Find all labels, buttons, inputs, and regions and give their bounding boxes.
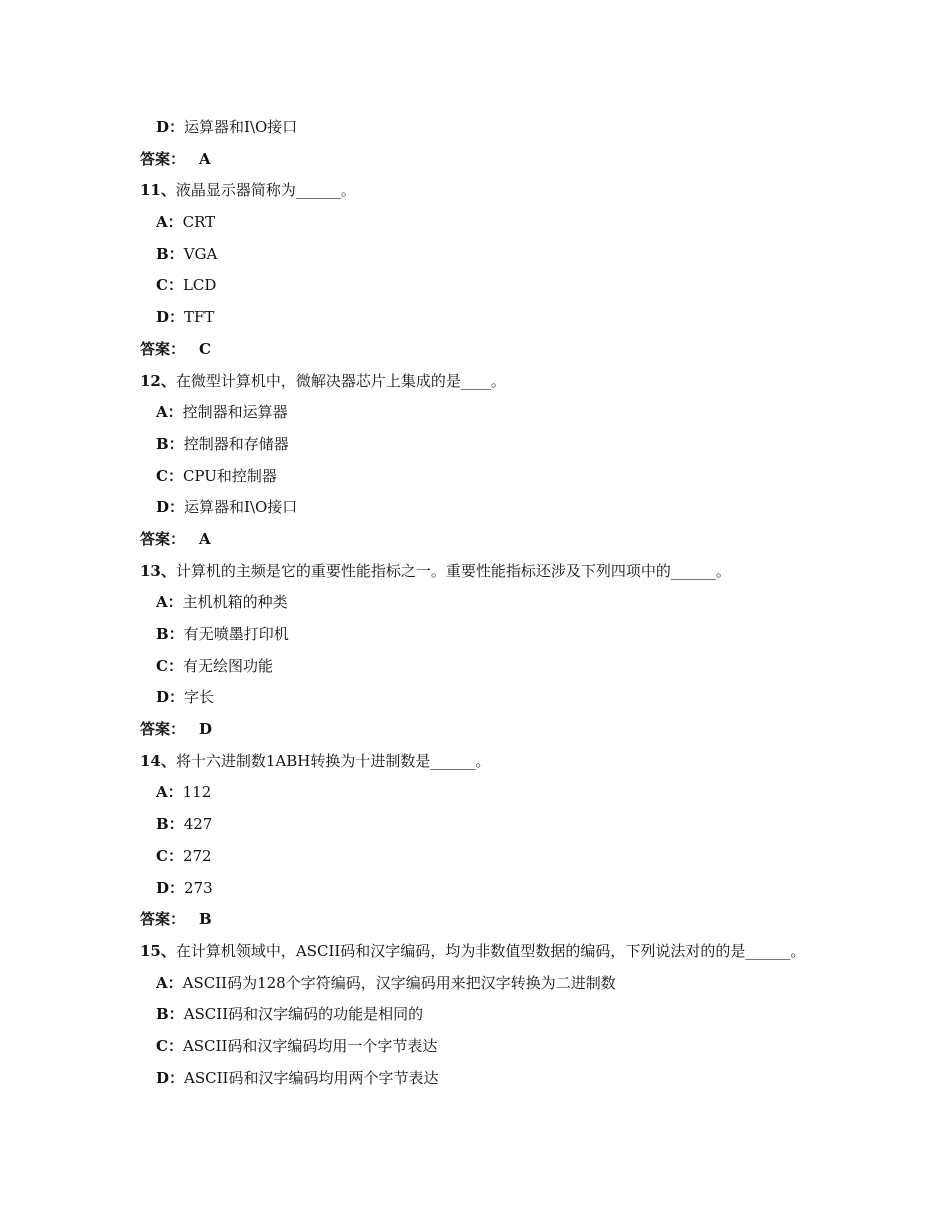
option-text: 112 [182, 783, 212, 802]
option-text: TFT [184, 308, 215, 327]
question-text: 将十六进制数1ABH转换为十进制数是______。 [175, 751, 491, 770]
answer-option [140, 999, 950, 1031]
answer-option [140, 207, 950, 239]
answer-value: B [199, 910, 212, 929]
question-stem [140, 746, 950, 778]
question-number: 13、 [140, 561, 176, 580]
option-text: 控制器和存储器 [183, 434, 289, 453]
answer-label: 答案： [140, 910, 186, 929]
option-text: ASCII码和汉字编码均用一个字节表达 [182, 1036, 438, 1055]
option-text: ASCII码为128个字符编码，汉字编码用来把汉字转换为二进制数 [182, 973, 616, 992]
answer-value: C [199, 339, 211, 358]
option-text: 控制器和运算器 [182, 403, 288, 422]
option-label: C： [156, 656, 183, 675]
answer-label: 答案： [140, 339, 186, 358]
question-stem [140, 936, 810, 968]
option-text: 272 [182, 846, 212, 865]
option-label: C： [156, 1036, 183, 1055]
answer-option [140, 1031, 950, 1063]
question-number: 12、 [140, 371, 176, 390]
answer-option [140, 1063, 950, 1095]
option-text: 273 [184, 878, 213, 897]
answer-line [140, 334, 950, 366]
option-text: 有无绘图功能 [182, 656, 273, 675]
option-text: 运算器和I\O接口 [184, 118, 298, 136]
answer-option [140, 873, 950, 905]
answer-value: A [199, 529, 211, 548]
option-text: CRT [182, 213, 216, 232]
option-text: 有无喷墨打印机 [183, 625, 289, 643]
option-label: D： [156, 118, 185, 136]
option-label: D： [156, 1068, 185, 1087]
option-label: D： [156, 688, 185, 707]
option-text: VGA [183, 244, 218, 263]
answer-label: 答案： [140, 529, 186, 548]
answer-option [140, 777, 950, 809]
answer-value: D [199, 720, 213, 739]
answer-option [140, 429, 950, 461]
question-text: 计算机的主频是它的重要性能指标之一。重要性能指标还涉及下列四项中的______。 [175, 561, 731, 580]
option-label: C： [156, 846, 183, 865]
question-number: 11、 [140, 181, 176, 200]
answer-option [140, 492, 950, 524]
answer-option [140, 112, 950, 144]
option-label: A： [156, 213, 183, 232]
answer-option [140, 968, 950, 1000]
option-text: 运算器和I\O接口 [184, 498, 298, 517]
option-label: B： [156, 244, 184, 263]
question-stem [140, 556, 950, 588]
answer-label: 答案： [140, 149, 186, 168]
answer-line [140, 144, 950, 176]
answer-option [140, 651, 950, 683]
answer-option [140, 270, 950, 302]
option-label: B： [156, 434, 184, 453]
option-label: A： [156, 973, 183, 992]
option-text: CPU和控制器 [182, 466, 277, 485]
answer-option [140, 809, 950, 841]
answer-option [140, 302, 950, 334]
question-text: 在微型计算机中，微解决器芯片上集成的是____。 [175, 371, 506, 390]
option-label: B： [156, 625, 184, 643]
answer-label: 答案： [140, 720, 186, 739]
answer-option [140, 841, 950, 873]
answer-value: A [199, 149, 211, 168]
answer-option [140, 461, 950, 493]
option-label: D： [156, 308, 185, 327]
answer-line [140, 714, 950, 746]
option-label: A： [156, 403, 183, 422]
option-text: 字长 [184, 688, 215, 707]
option-label: A： [156, 593, 183, 612]
option-label: C： [156, 466, 183, 485]
answer-option [140, 682, 950, 714]
question-text: 在计算机领域中，ASCII码和汉字编码，均为非数值型数据的编码，下列说法对的的是______。 [175, 941, 806, 960]
answer-line [140, 904, 950, 936]
answer-option [140, 239, 950, 271]
question-stem [140, 366, 950, 398]
answer-line [140, 524, 950, 556]
answer-option [140, 397, 950, 429]
question-number: 15、 [140, 941, 176, 960]
option-text: ASCII码和汉字编码均用两个字节表达 [184, 1068, 439, 1087]
option-label: B： [156, 1005, 184, 1024]
option-text: LCD [182, 276, 217, 295]
option-label: D： [156, 498, 185, 517]
option-label: B： [156, 815, 184, 834]
question-text: 液晶显示器简称为______。 [175, 181, 356, 200]
option-label: A： [156, 783, 183, 802]
option-text: ASCII码和汉字编码的功能是相同的 [183, 1005, 424, 1024]
question-number: 14、 [140, 751, 176, 770]
option-text: 427 [183, 815, 213, 834]
option-label: C： [156, 276, 183, 295]
answer-option [140, 587, 950, 619]
option-label: D： [156, 878, 185, 897]
answer-option [140, 619, 950, 651]
question-stem [140, 175, 950, 207]
option-text: 主机机箱的种类 [182, 593, 288, 612]
